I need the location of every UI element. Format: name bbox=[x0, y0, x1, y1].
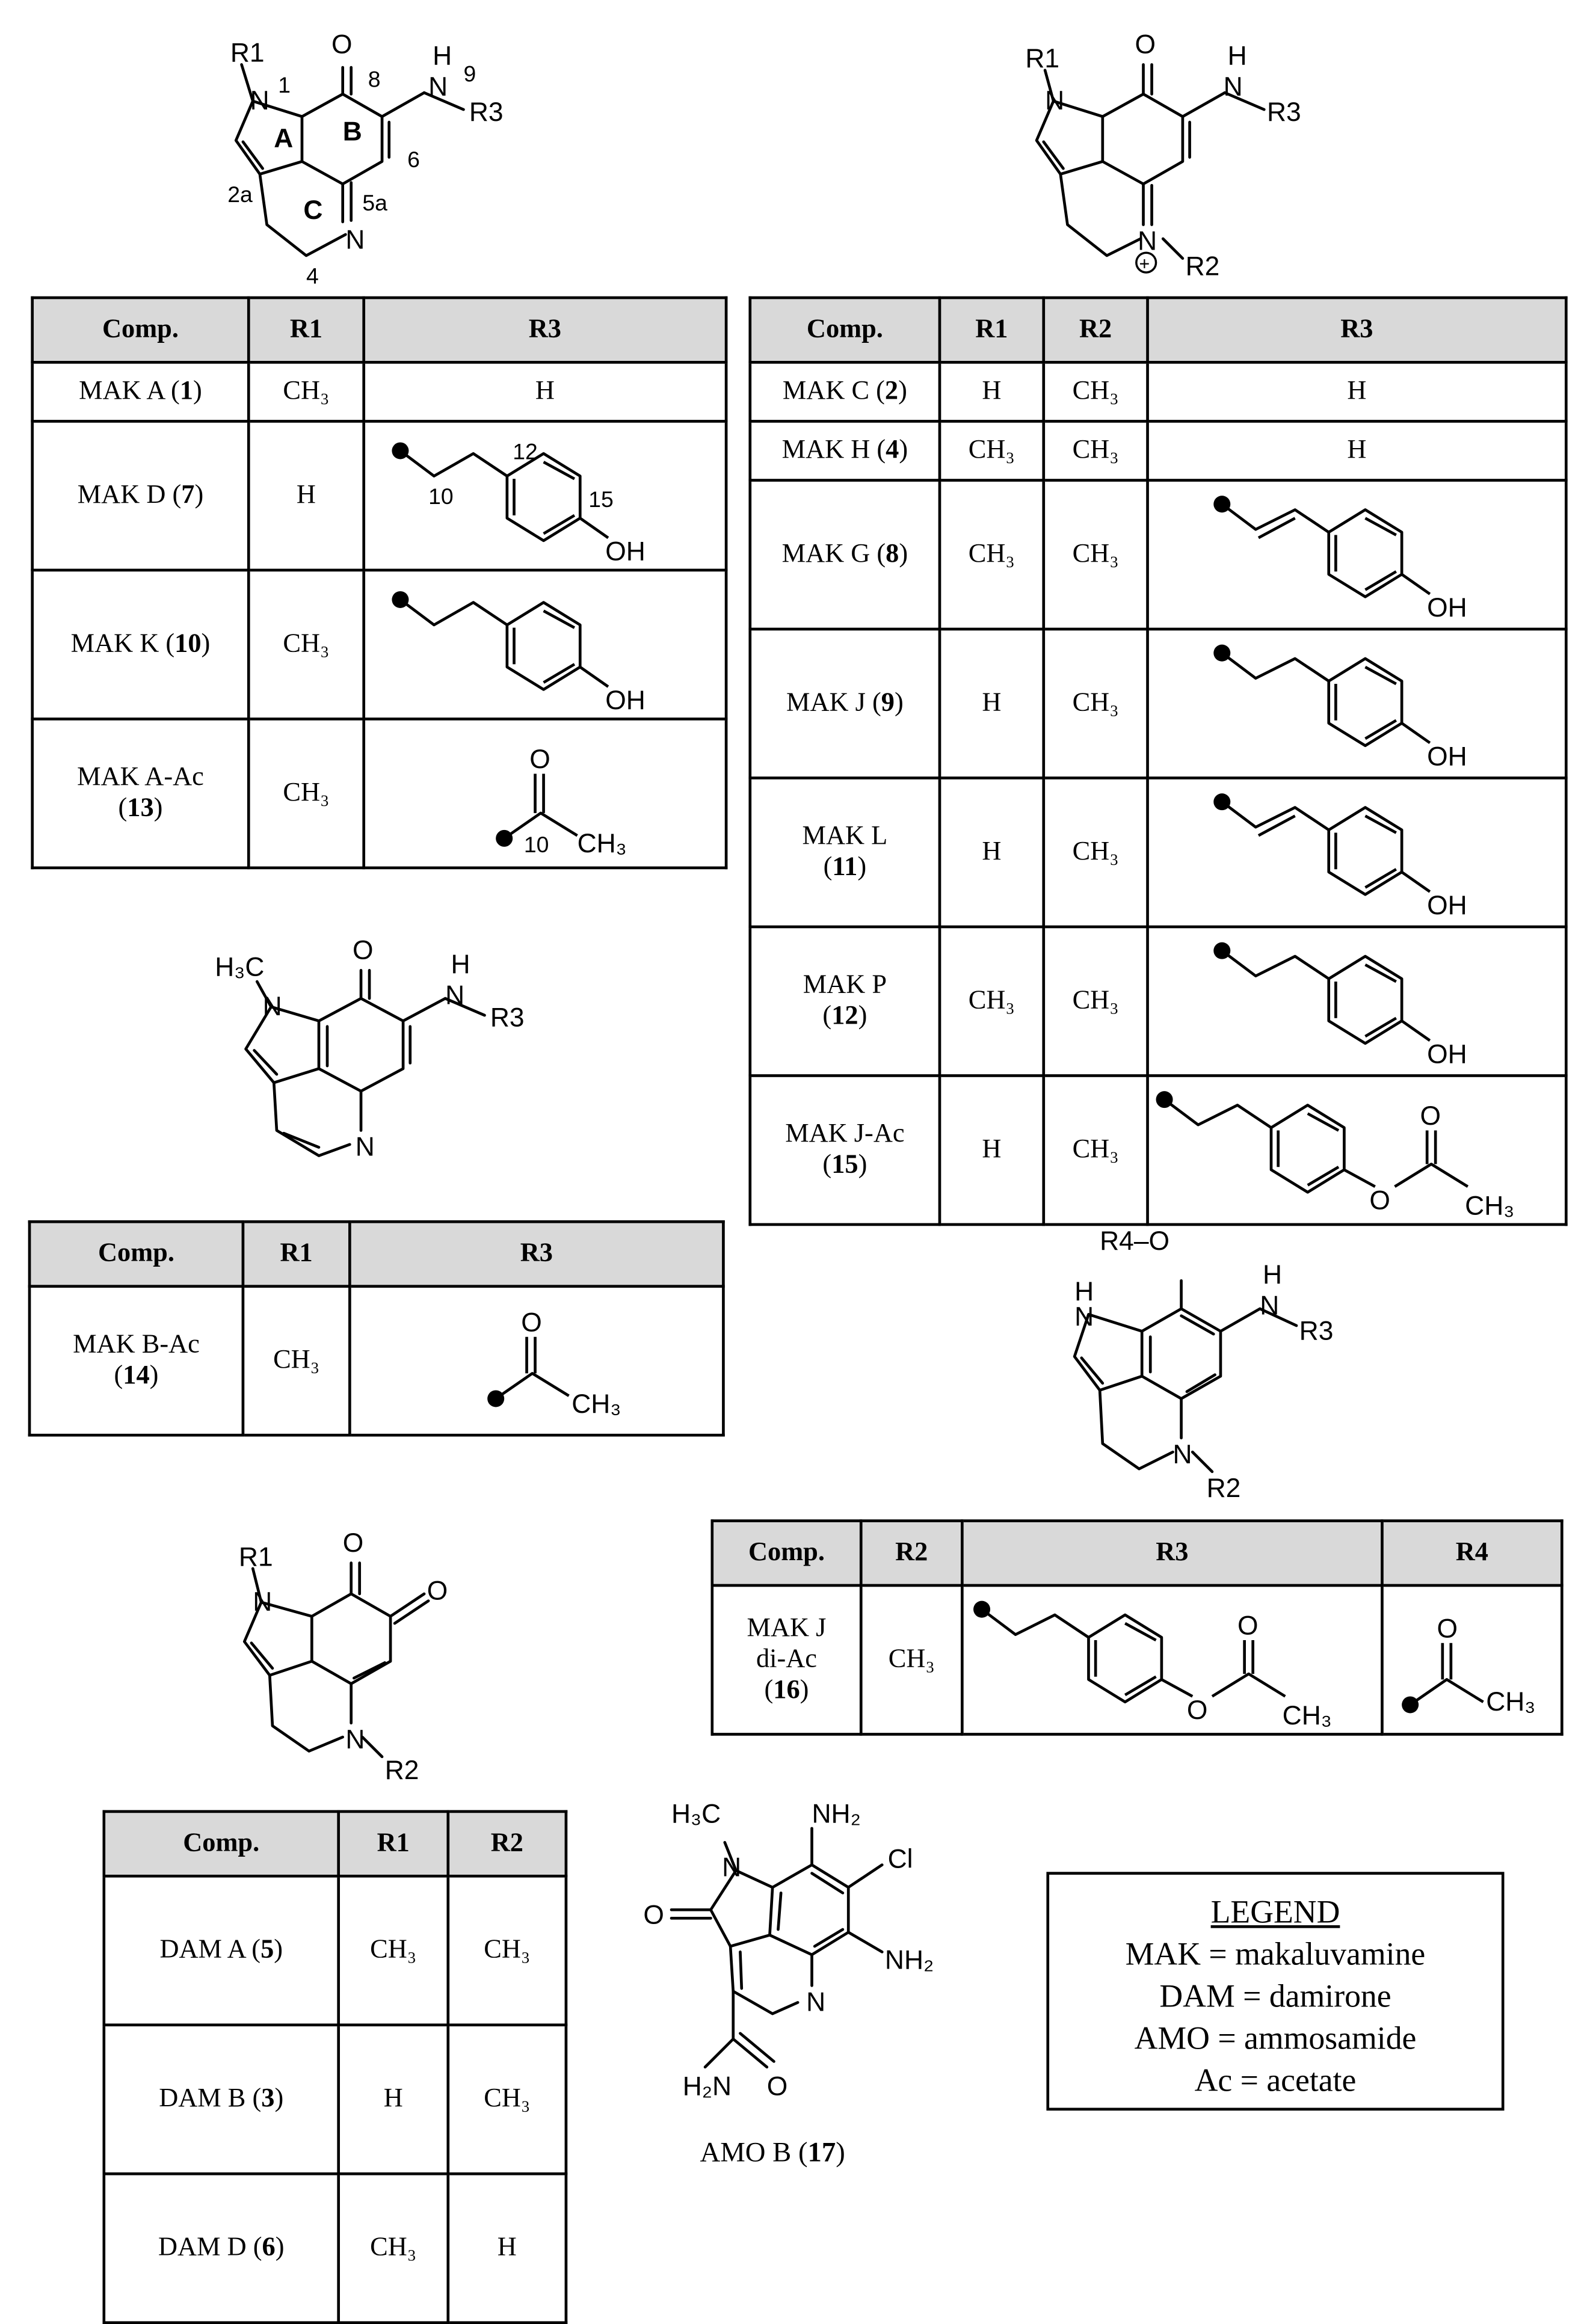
svg-text:O: O bbox=[1186, 1695, 1208, 1725]
svg-text:O: O bbox=[1437, 1614, 1458, 1644]
svg-text:N: N bbox=[345, 225, 365, 255]
col-header-comp: Comp. bbox=[29, 1222, 243, 1286]
r3-tyramine-substituent bbox=[383, 574, 706, 715]
svg-text:R3: R3 bbox=[1299, 1316, 1334, 1346]
table-row: MAK K (10) CH₃ OH bbox=[32, 570, 726, 719]
r3-acetoxyphenethyl-substituent bbox=[965, 1590, 1379, 1730]
svg-text:O: O bbox=[766, 2071, 788, 2101]
svg-text:N: N bbox=[262, 992, 282, 1022]
table-makaluvamines-neutral bbox=[31, 297, 727, 870]
col-header-comp: Comp. bbox=[712, 1521, 861, 1585]
svg-text:NH₂: NH₂ bbox=[812, 1799, 861, 1829]
structure-ammosamide-b bbox=[632, 1772, 969, 2138]
svg-text:R1: R1 bbox=[230, 38, 265, 68]
legend-line: AMO = ammosamide bbox=[1134, 2020, 1417, 2056]
svg-text:H₂N: H₂N bbox=[682, 2071, 732, 2101]
table-row: MAK B-Ac (14) CH₃ O CH₃ bbox=[29, 1286, 723, 1435]
col-header-r3: R3 bbox=[350, 1222, 723, 1286]
svg-text:N: N bbox=[428, 72, 448, 102]
col-header-comp: Comp. bbox=[32, 298, 249, 362]
svg-text:N: N bbox=[1260, 1291, 1280, 1321]
svg-text:H: H bbox=[1227, 41, 1247, 71]
svg-text:O: O bbox=[353, 935, 374, 965]
svg-text:O: O bbox=[1237, 1611, 1259, 1641]
col-header-r3: R3 bbox=[962, 1521, 1382, 1585]
svg-text:O: O bbox=[331, 29, 353, 60]
col-header-r2: R2 bbox=[861, 1521, 962, 1585]
svg-text:R1: R1 bbox=[238, 1542, 273, 1572]
svg-text:O: O bbox=[1369, 1185, 1390, 1216]
svg-text:4: 4 bbox=[306, 263, 319, 289]
svg-text:+: + bbox=[1139, 254, 1150, 274]
svg-text:R3: R3 bbox=[469, 97, 504, 127]
legend-box bbox=[1046, 1872, 1504, 2110]
col-header-r3: R3 bbox=[364, 298, 726, 362]
r3-vinylphenol-substituent bbox=[1160, 485, 1554, 625]
svg-text:NH₂: NH₂ bbox=[884, 1945, 934, 1975]
scaffold-makaluvamine-reduced bbox=[1046, 1222, 1369, 1502]
svg-text:N: N bbox=[806, 1987, 826, 2017]
table-row: MAK C (2) H CH₃ H bbox=[750, 362, 1567, 421]
svg-text:N: N bbox=[722, 1852, 742, 1883]
svg-text:OH: OH bbox=[1427, 1039, 1467, 1069]
svg-text:9: 9 bbox=[463, 61, 476, 87]
table-row: MAK J di-Ac (16) CH₃ O O CH₃ O CH₃ bbox=[712, 1585, 1562, 1734]
svg-text:N: N bbox=[1074, 1302, 1094, 1332]
table-row: MAK P (12) CH₃ CH₃ OH bbox=[750, 927, 1567, 1075]
svg-text:N: N bbox=[355, 1132, 375, 1162]
table-row: MAK J (9) H CH₃ OH bbox=[750, 629, 1567, 778]
table-row: MAK A (1) CH₃ H bbox=[32, 362, 726, 421]
svg-text:CH₃: CH₃ bbox=[577, 829, 627, 859]
svg-text:R2: R2 bbox=[384, 1756, 419, 1786]
svg-text:OH: OH bbox=[1427, 890, 1467, 920]
table-row: DAM B (3) H CH₃ bbox=[104, 2025, 566, 2174]
svg-text:O: O bbox=[643, 1900, 664, 1930]
svg-text:OH: OH bbox=[605, 536, 646, 567]
svg-text:CH₃: CH₃ bbox=[572, 1389, 621, 1419]
col-header-r1: R1 bbox=[940, 298, 1044, 362]
table-damirones bbox=[102, 1810, 567, 2324]
col-header-r1: R1 bbox=[248, 298, 363, 362]
r4-acetyl-substituent bbox=[1388, 1590, 1556, 1730]
svg-text:N: N bbox=[1045, 86, 1065, 116]
col-header-r3: R3 bbox=[1148, 298, 1567, 362]
svg-text:H: H bbox=[451, 950, 470, 980]
col-header-r2: R2 bbox=[1044, 298, 1148, 362]
svg-text:H₃C: H₃C bbox=[215, 952, 265, 982]
svg-text:R3: R3 bbox=[1266, 97, 1301, 127]
svg-text:15: 15 bbox=[588, 486, 614, 512]
legend-line: Ac = acetate bbox=[1194, 2062, 1357, 2098]
svg-text:N: N bbox=[345, 1724, 365, 1754]
svg-text:H: H bbox=[1262, 1260, 1283, 1290]
col-header-comp: Comp. bbox=[104, 1812, 339, 1876]
r3-acetyl-substituent bbox=[383, 723, 706, 863]
svg-text:N: N bbox=[1138, 226, 1157, 256]
svg-text:B: B bbox=[342, 117, 362, 147]
table-row: MAK J-Ac (15) H CH₃ O O CH₃ bbox=[750, 1075, 1567, 1224]
scaffold-makaluvamine-aromatic bbox=[204, 934, 569, 1187]
svg-text:Cl: Cl bbox=[887, 1844, 913, 1874]
svg-text:12: 12 bbox=[513, 438, 538, 464]
svg-text:R4–O: R4–O bbox=[1100, 1226, 1170, 1256]
table-row: MAK G (8) CH₃ CH₃ OH bbox=[750, 481, 1567, 629]
r3-acetoxyphenethyl-substituent bbox=[1150, 1080, 1564, 1220]
scaffold-makaluvamine-iminium bbox=[983, 28, 1348, 295]
scaffold-makaluvamine-neutral bbox=[211, 28, 576, 295]
svg-text:N: N bbox=[445, 980, 465, 1010]
svg-text:A: A bbox=[274, 124, 294, 154]
svg-text:R2: R2 bbox=[1185, 251, 1220, 281]
col-header-r1: R1 bbox=[243, 1222, 350, 1286]
svg-text:N: N bbox=[250, 86, 270, 116]
svg-text:O: O bbox=[521, 1308, 542, 1338]
svg-text:H: H bbox=[433, 41, 452, 71]
svg-text:H₃C: H₃C bbox=[671, 1799, 721, 1829]
svg-text:OH: OH bbox=[1427, 592, 1467, 622]
svg-text:OH: OH bbox=[605, 686, 646, 716]
svg-text:N: N bbox=[1172, 1439, 1192, 1469]
svg-text:10: 10 bbox=[523, 832, 549, 858]
svg-text:C: C bbox=[303, 195, 323, 226]
svg-text:5a: 5a bbox=[362, 190, 387, 216]
svg-text:2a: 2a bbox=[227, 182, 253, 208]
svg-text:8: 8 bbox=[368, 66, 381, 92]
svg-text:O: O bbox=[1419, 1101, 1440, 1131]
svg-text:N: N bbox=[253, 1587, 273, 1617]
legend-line: MAK = makaluvamine bbox=[1125, 1936, 1426, 1972]
r3-tyramine-substituent bbox=[1160, 633, 1554, 773]
table-makaluvamine-j-diac bbox=[710, 1519, 1563, 1736]
svg-text:6: 6 bbox=[407, 146, 420, 172]
table-row: DAM D (6) CH₃ H bbox=[104, 2174, 566, 2322]
svg-text:1: 1 bbox=[278, 72, 291, 98]
r3-vinylphenol-substituent bbox=[1160, 782, 1554, 922]
table-row: MAK D (7) H 12 10 15 OH bbox=[32, 421, 726, 570]
svg-text:OH: OH bbox=[1427, 742, 1467, 772]
svg-text:O: O bbox=[427, 1576, 448, 1606]
svg-text:10: 10 bbox=[428, 484, 454, 509]
svg-text:H: H bbox=[1074, 1277, 1094, 1307]
r3-tyramine-substituent bbox=[383, 425, 706, 565]
table-row: MAK H (4) CH₃ CH₃ H bbox=[750, 421, 1567, 480]
svg-text:N: N bbox=[1223, 72, 1243, 102]
legend-title: LEGEND bbox=[1210, 1894, 1340, 1930]
table-makaluvamine-b bbox=[28, 1220, 725, 1437]
svg-text:CH₃: CH₃ bbox=[1282, 1701, 1332, 1731]
svg-text:R2: R2 bbox=[1206, 1473, 1241, 1503]
svg-text:CH₃: CH₃ bbox=[1464, 1191, 1514, 1221]
r3-acetyl-substituent bbox=[375, 1297, 698, 1424]
table-row: MAK L (11) H CH₃ OH bbox=[750, 778, 1567, 926]
table-row: MAK A-Ac (13) CH₃ O 10 CH₃ bbox=[32, 719, 726, 867]
amo-b-caption: AMO B (17) bbox=[700, 2137, 845, 2168]
svg-text:R3: R3 bbox=[490, 1003, 525, 1033]
svg-text:CH₃: CH₃ bbox=[1486, 1686, 1536, 1717]
r3-tyramine-substituent bbox=[1160, 931, 1554, 1071]
table-row: DAM A (5) CH₃ CH₃ bbox=[104, 1876, 566, 2024]
svg-text:O: O bbox=[342, 1528, 364, 1558]
col-header-r4: R4 bbox=[1382, 1521, 1562, 1585]
svg-text:R1: R1 bbox=[1025, 44, 1060, 74]
svg-text:O: O bbox=[529, 745, 550, 775]
col-header-r1: R1 bbox=[339, 1812, 448, 1876]
col-header-comp: Comp. bbox=[750, 298, 940, 362]
table-makaluvamines-iminium bbox=[748, 297, 1567, 1226]
legend-line: DAM = damirone bbox=[1159, 1978, 1391, 2014]
svg-text:O: O bbox=[1135, 29, 1156, 60]
col-header-r2: R2 bbox=[448, 1812, 566, 1876]
scaffold-damirone bbox=[211, 1523, 547, 1791]
